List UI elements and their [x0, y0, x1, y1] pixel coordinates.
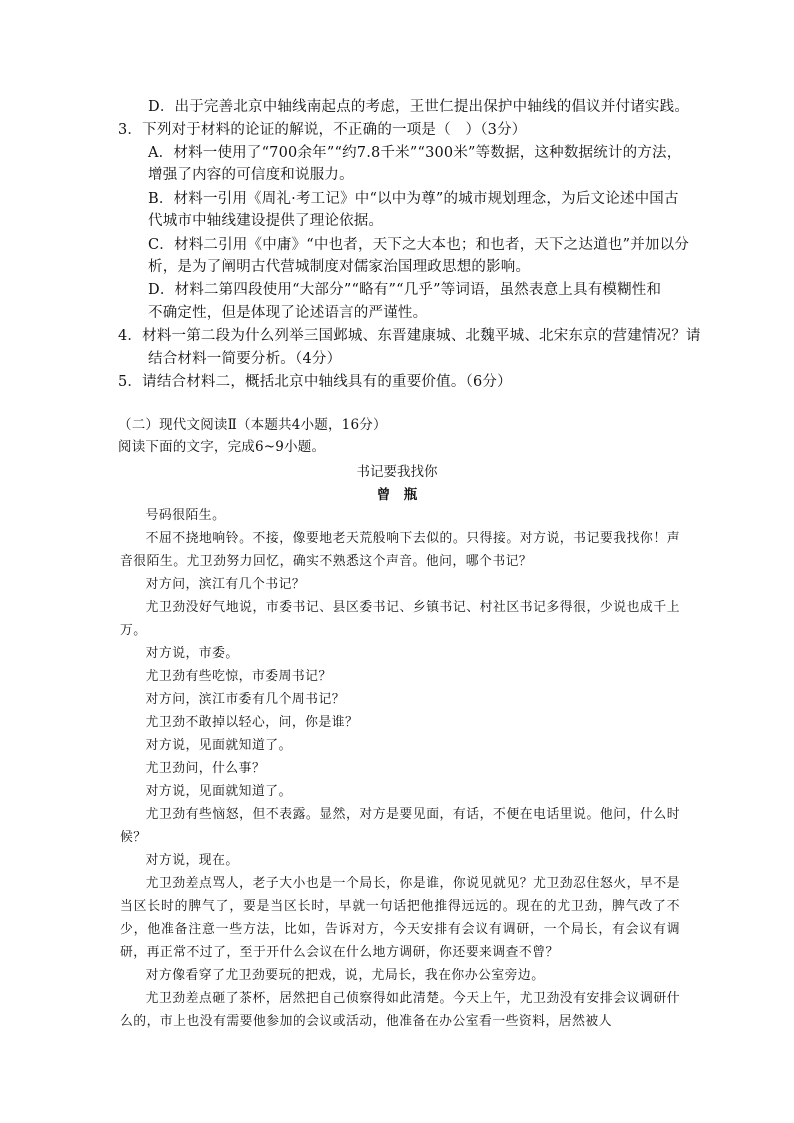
story-paragraph: 不屈不挠地响铃。不接，像要地老天荒般响下去似的。只得接。对方说，书记要我找你！声音很陌生。尤卫劲努力回忆，确实不熟悉这个声音。他问，哪个书记？ [120, 531, 680, 569]
q3-option-d-line1: D．材料二第四段使用“大部分”“略有”“几乎”等词语，虽然表意上具有模糊性和 [148, 282, 662, 298]
q3-option-a-line1: A．材料一使用了“700余年”“约7.8千米”“300米”等数据，这种数据统计的方法， [148, 145, 682, 161]
story-paragraph: 尤卫劲问，什么事？ [145, 761, 266, 776]
q3-option-b-line2: 代城市中轴线建设提供了理论依据。 [148, 213, 384, 229]
question-4-line2: 结合材料一简要分析。（4分） [148, 351, 342, 367]
story-paragraph: 对方说，现在。 [145, 853, 239, 868]
story-paragraph: 尤卫劲有些吃惊，市委周书记？ [145, 669, 332, 684]
section-instruction: 阅读下面的文字，完成6~9小题。 [118, 439, 326, 455]
story-paragraph: 对方像看穿了尤卫劲要玩的把戏，说，尤局长，我在你办公室旁边。 [145, 968, 545, 983]
q3-option-b-line1: B．材料一引用《周礼·考工记》中“以中为尊”的城市规划理念，为后文论述中国古 [148, 191, 679, 207]
q2-option-d: D．出于完善北京中轴线南起点的考虑，王世仁提出保护中轴线的倡议并付诸实践。 [148, 99, 690, 115]
story-paragraph: 号码很陌生。 [145, 508, 226, 523]
question-4-line1: 4．材料一第二段为什么列举三国邺城、东晋建康城、北魏平城、北宋东京的营建情况？请 [118, 328, 701, 344]
q3-option-c-line1: C．材料二引用《中庸》“中也者，天下之大本也；和也者，天下之达道也”并加以分 [148, 237, 690, 253]
question-5: 5．请结合材料二，概括北京中轴线具有的重要价值。（6分） [118, 374, 512, 390]
q3-option-c-line2: 析，是为了阐明古代营城制度对儒家治国理政思想的影响。 [148, 259, 531, 275]
story-title: 书记要我找你 [356, 464, 438, 480]
q3-option-a-line2: 增强了内容的可信度和说服力。 [148, 167, 354, 183]
story-paragraph: 对方问，滨江市委有几个周书记？ [145, 692, 346, 707]
story-paragraph: 尤卫劲有些恼怒，但不表露。显然，对方是要见面，有话，不便在电话里说。他问，什么时候？ [120, 807, 680, 845]
q3-option-d-line2: 不确定性，但是体现了论述语言的严谨性。 [148, 305, 428, 321]
story-paragraph: 对方说，见面就知道了。 [145, 784, 292, 799]
question-3: 3．下列对于材料的论证的解说，不正确的一项是（ ）（3分） [118, 122, 527, 138]
story-author: 曾 瓶 [376, 487, 418, 503]
story-paragraph: 对方说，市委。 [145, 646, 239, 661]
story-paragraph: 尤卫劲差点砸了茶杯，居然把自己侦察得如此清楚。今天上午，尤卫劲没有安排会议调研什么的，市上也没有需要他参加的会议或活动，他准备在办公室看一些资料，居然被人 [120, 991, 680, 1029]
section-heading: （二）现代文阅读Ⅱ（本题共4小题，16分） [118, 417, 387, 433]
story-paragraph: 对方说，见面就知道了。 [145, 738, 292, 753]
story-body [120, 504, 680, 1033]
story-paragraph: 尤卫劲没好气地说，市委书记、县区委书记、乡镇书记、村社区书记多得很，少说也成千上万。 [120, 600, 680, 638]
story-paragraph: 对方问，滨江有几个书记？ [145, 577, 306, 592]
story-paragraph: 尤卫劲差点骂人，老子大小也是一个局长，你是谁，你说见就见？尤卫劲忍住怒火，早不是当区长时的脾气了，要是当区长时，早就一句话把他推得远远的。现在的尤卫劲，脾气改了不少，他准备注意一些方法，比如，告诉对方，今天安排有会议有调研，一个局长，有会议有调研，再正常不过了，至于开什么会议在什么地方调研，你还要来调查不曾？ [120, 876, 680, 960]
story-paragraph: 尤卫劲不敢掉以轻心，问，你是谁？ [145, 715, 359, 730]
